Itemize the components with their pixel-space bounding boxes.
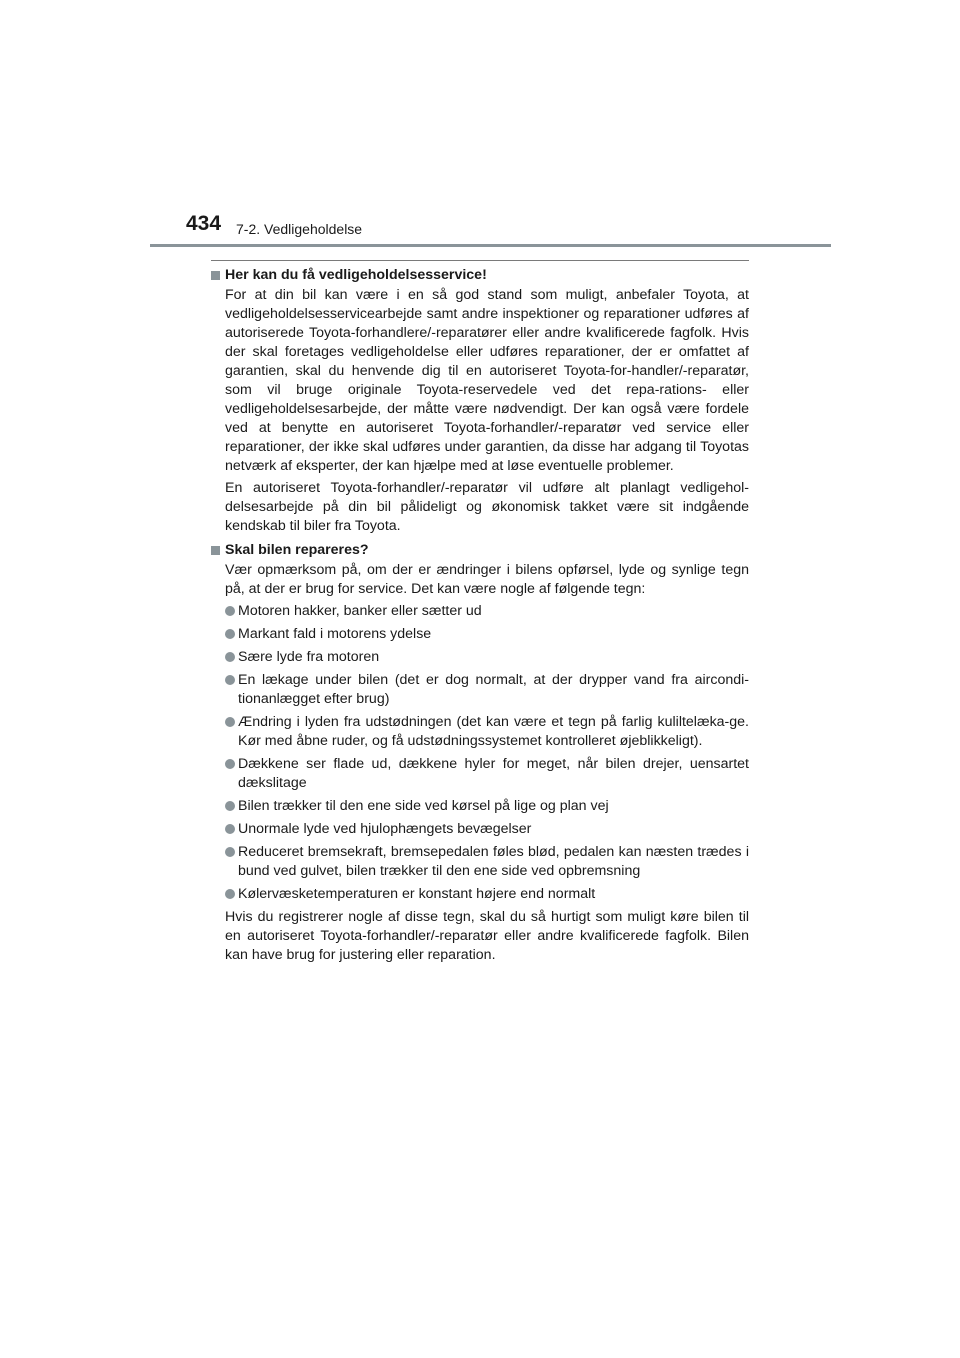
- round-bullet-icon: [225, 675, 235, 685]
- list-item-text: Bilen trækker til den ene side ved kørsel på lige og plan vej: [238, 798, 609, 814]
- header-rule: [150, 244, 831, 247]
- list-item: [211, 755, 749, 793]
- round-bullet-icon: [225, 759, 235, 769]
- list-item-text: Reduceret bremsekraft, bremsepedalen føles blød, pedalen kan næsten trædes i bund ved gulvet, bilen trækker til den ene side ved opbremsning: [238, 844, 749, 879]
- square-bullet-icon: [211, 271, 220, 280]
- list-item: [211, 820, 749, 839]
- round-bullet-icon: [225, 824, 235, 834]
- square-bullet-icon: [211, 546, 220, 555]
- content-rule: [211, 260, 749, 261]
- content-body: [211, 266, 749, 968]
- list-item: [211, 625, 749, 644]
- round-bullet-icon: [225, 847, 235, 857]
- round-bullet-icon: [225, 652, 235, 662]
- list-item: [211, 602, 749, 621]
- list-item: [211, 843, 749, 881]
- section-heading-text: Her kan du få vedligeholdelsesservice!: [225, 267, 487, 283]
- list-item-text: Sære lyde fra motoren: [238, 649, 380, 665]
- list-item: [211, 648, 749, 667]
- list-item: [211, 885, 749, 904]
- list-item-text: Ændring i lyden fra udstødningen (det kan være et tegn på farlig kuliltelæka-ge. Kør med åbne ruder, og få udstødningssystemet kontrolleret øjeblikkeligt).: [238, 714, 749, 749]
- list-item-text: Motoren hakker, banker eller sætter ud: [238, 603, 482, 619]
- list-item-text: Markant fald i motorens ydelse: [238, 626, 432, 642]
- round-bullet-icon: [225, 606, 235, 616]
- section-label: 7-2. Vedligeholdelse: [236, 221, 363, 237]
- page-number: 434: [186, 212, 222, 235]
- round-bullet-icon: [225, 889, 235, 899]
- round-bullet-icon: [225, 629, 235, 639]
- paragraph: En autoriseret Toyota-forhandler/-reparatør vil udføre alt planlagt vedligehol-delsesarbejde på din bil pålideligt og økonomisk takket være sit indgående kendskab til biler fra Toyota.: [225, 480, 749, 534]
- list-item: [211, 713, 749, 751]
- list-item: [211, 797, 749, 816]
- paragraph-intro: Vær opmærksom på, om der er ændringer i bilens opførsel, lyde og synlige tegn på, at der er brug for service. Det kan være nogle af følgende tegn:: [225, 562, 749, 597]
- round-bullet-icon: [225, 801, 235, 811]
- section-heading-repair: [211, 541, 749, 560]
- list-item-text: Kølervæsketemperaturen er konstant højere end normalt: [238, 886, 596, 902]
- paragraph-outro: Hvis du registrerer nogle af disse tegn, skal du så hurtigt som muligt køre bilen til en autoriseret Toyota-forhandler/-reparatør eller andre kvalificerede fagfolk. Bilen kan have brug for justering eller reparation.: [225, 909, 749, 963]
- section-heading-service: [211, 266, 749, 285]
- list-item-text: En lækage under bilen (det er dog normalt, at der drypper vand fra aircondi-tionanlægget efter brug): [238, 672, 749, 707]
- list-item-text: Dækkene ser flade ud, dækkene hyler for meget, når bilen drejer, uensartet dækslitage: [238, 756, 749, 791]
- round-bullet-icon: [225, 717, 235, 727]
- section-heading-text: Skal bilen repareres?: [225, 542, 369, 558]
- list-item-text: Unormale lyde ved hjulophængets bevægelser: [238, 821, 532, 837]
- list-item: [211, 671, 749, 709]
- paragraph: For at din bil kan være i en så god stand som muligt, anbefaler Toyota, at vedligeholdelsesservicearbejde samt andre inspektioner og reparationer udføres af autoriserede Toyota-forhandlere/-reparatører eller andre kvalificerede fagfolk. Hvis der skal foretages vedligeholdelse eller udføres reparationer, der er omfattet af garantien, skal du henvende dig til en autoriseret Toyota-for-handler/-reparatør, som vil bruge originale Toyota-reservedele ved det repa-rations- eller vedligeholdelsesarbejde, der måtte være nødvendigt. Der kan også være fordele ved at benytte en autoriseret Toyota-forhandler/-reparatør ved service eller reparationer, der ikke skal udføres under garantien, da disse har adgang til Toyotas netværk af eksperter, der kan hjælpe med at løse eventuelle problemer.: [225, 287, 749, 474]
